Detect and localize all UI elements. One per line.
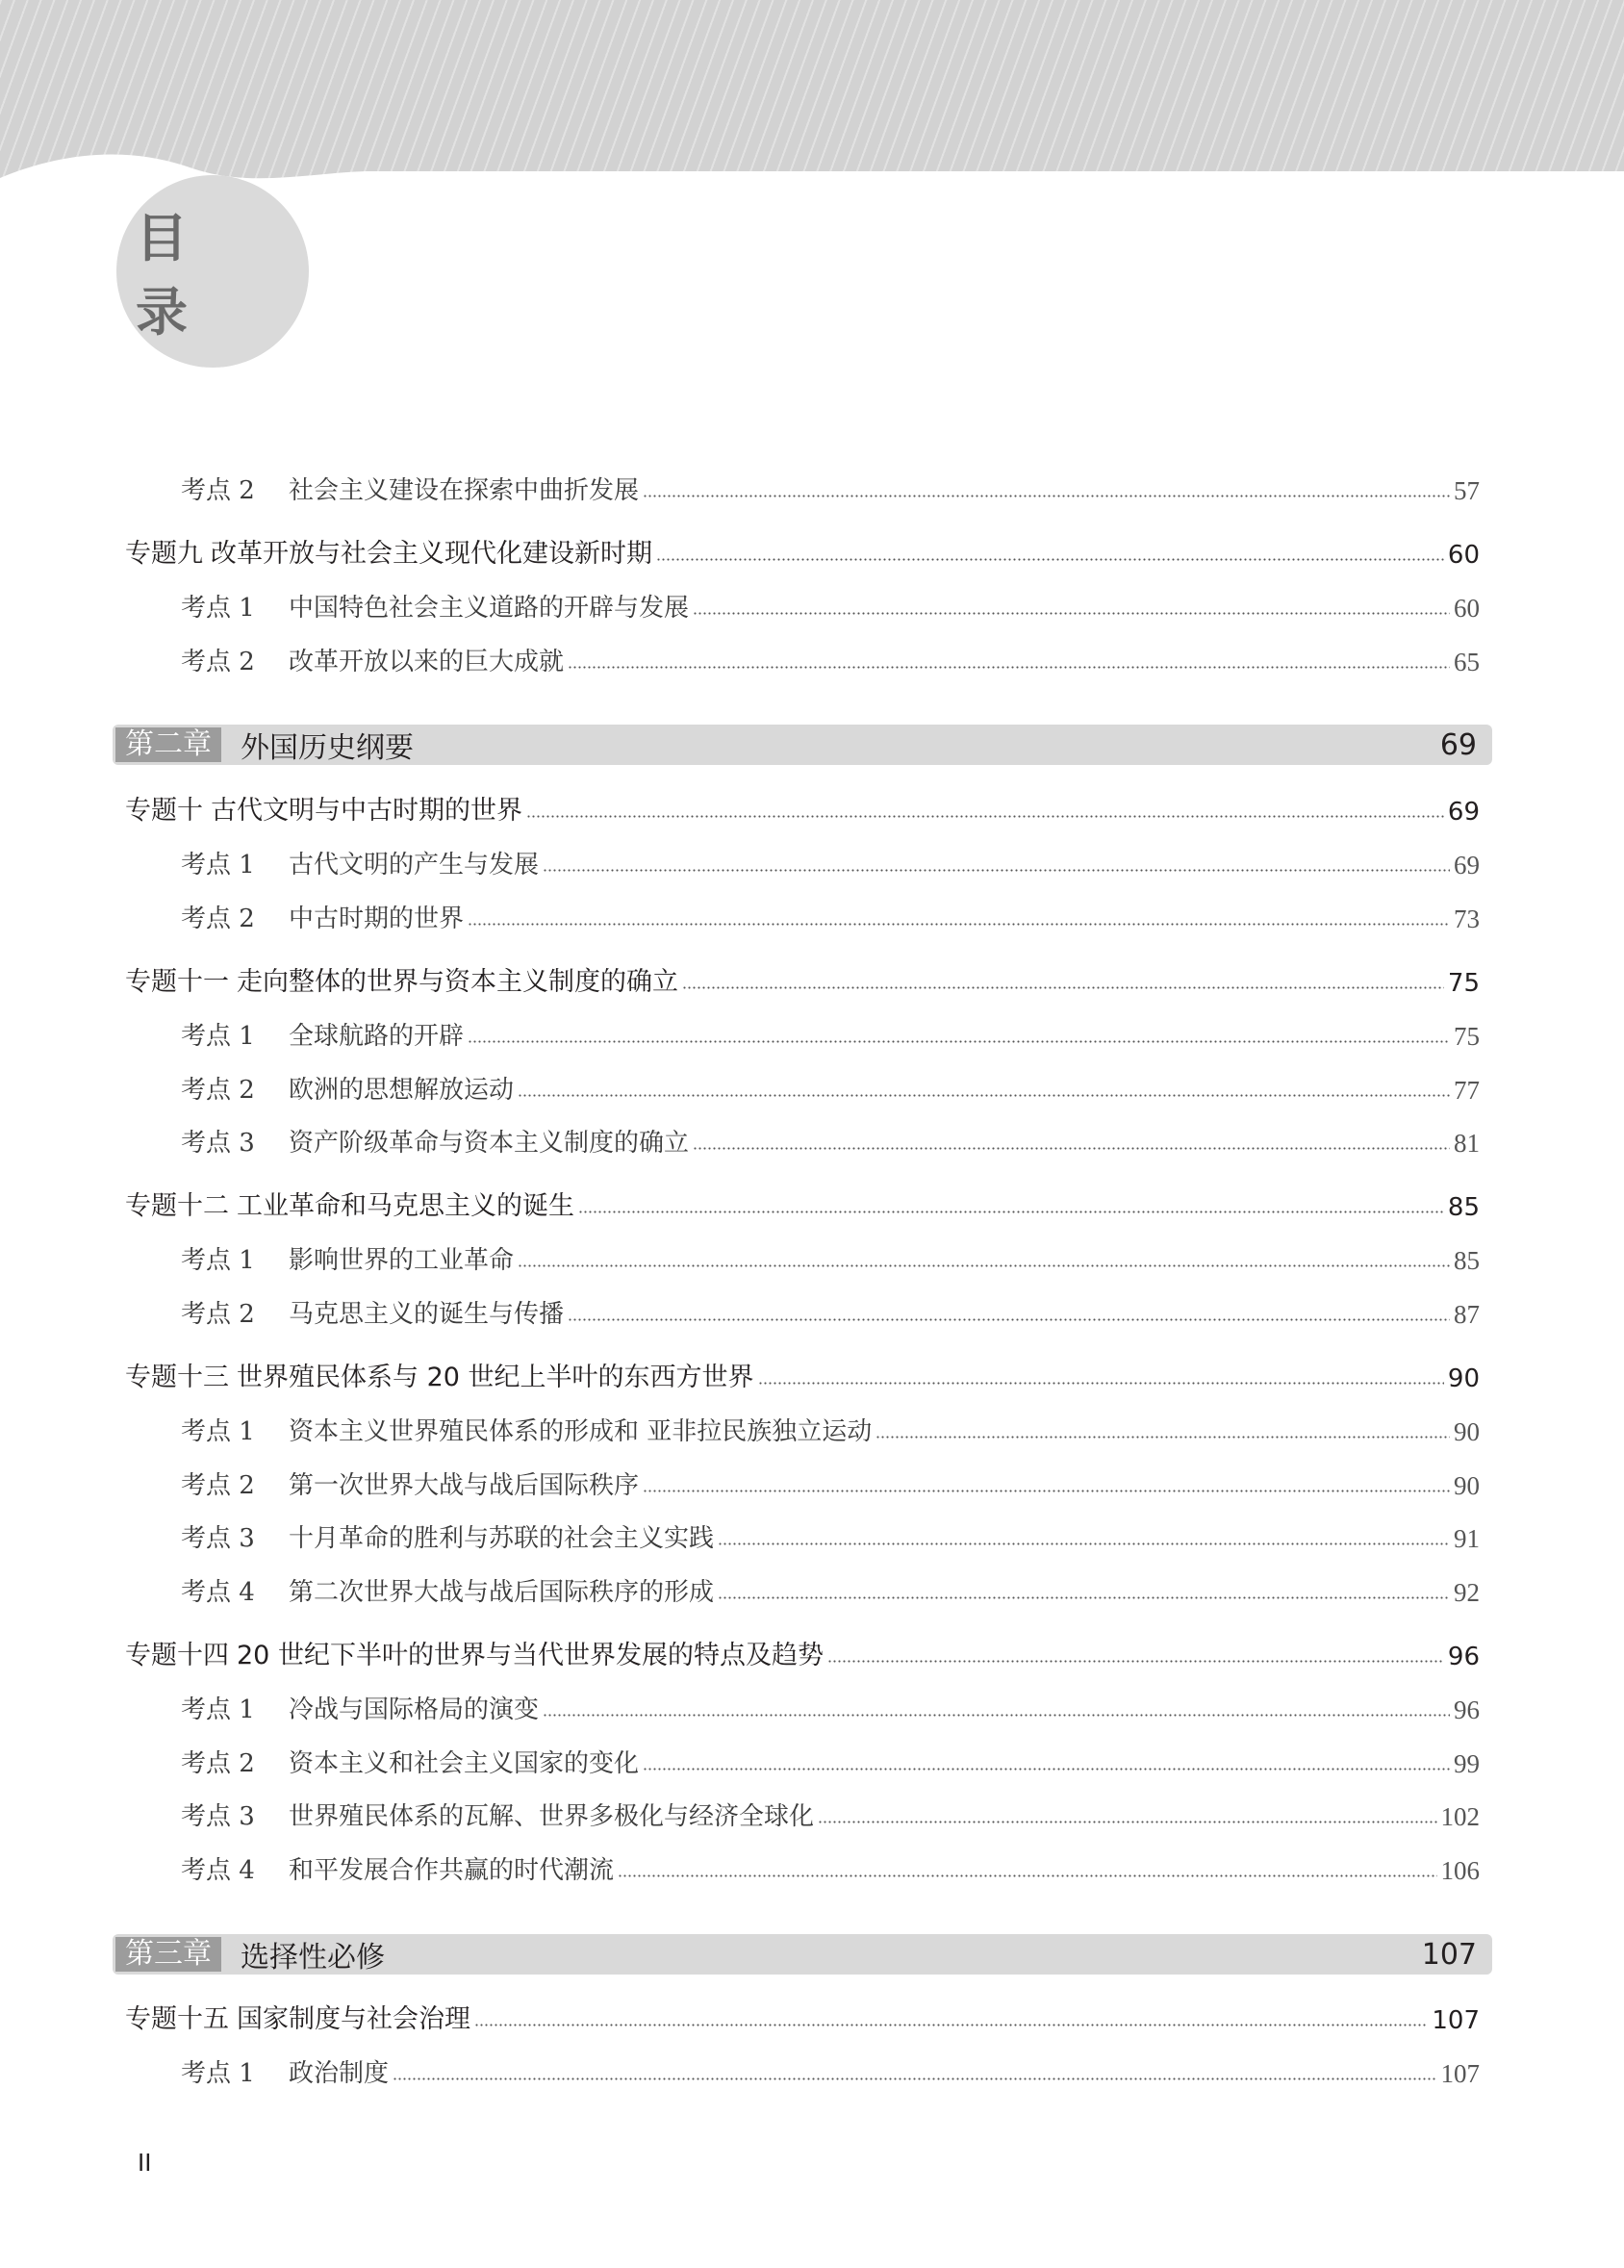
dot-leader	[643, 1490, 1450, 1492]
dot-leader	[718, 1596, 1450, 1599]
entry-prefix: 专题十一	[125, 967, 229, 997]
entry-page: 87	[1454, 1300, 1480, 1329]
entry-prefix: 专题十	[125, 796, 203, 826]
entry-title: 十月革命的胜利与苏联的社会主义实践	[289, 1524, 715, 1553]
entry-page: 81	[1454, 1129, 1480, 1158]
entry-page: 102	[1440, 1802, 1480, 1831]
toc-entry-point[interactable]	[181, 1566, 1480, 1608]
toc-entry-point[interactable]	[181, 1844, 1480, 1886]
toc-entry-point[interactable]	[181, 1009, 1480, 1052]
entry-page: 60	[1454, 594, 1480, 623]
entry-title: 改革开放与社会主义现代化建设新时期	[211, 539, 652, 569]
entry-prefix: 专题十二	[125, 1191, 229, 1221]
entry-prefix: 专题十四	[125, 1641, 229, 1670]
title-circle	[116, 175, 309, 368]
dot-leader	[468, 1040, 1450, 1043]
toc-entry-point[interactable]	[181, 1405, 1480, 1447]
entry-prefix: 专题九	[125, 539, 203, 569]
dot-leader	[618, 1874, 1436, 1877]
entry-prefix: 专题十五	[125, 2004, 229, 2034]
dot-leader	[875, 1436, 1450, 1439]
page-number: II	[138, 2148, 152, 2177]
toc-entry-topic[interactable]	[125, 956, 1480, 998]
entry-page: 75	[1447, 969, 1480, 998]
chapter-page: 107	[1421, 1937, 1477, 1972]
chapter-title: 选择性必修	[241, 1941, 385, 1975]
toc-entry-point[interactable]	[181, 1459, 1480, 1501]
chapter-header-3[interactable]	[113, 1934, 1492, 1975]
dot-leader	[643, 495, 1450, 497]
entry-title: 中古时期的世界	[289, 905, 465, 933]
dot-leader	[818, 1821, 1436, 1823]
toc-entry-point[interactable]	[181, 1116, 1480, 1159]
page-title: 目 录	[136, 208, 213, 343]
entry-prefix: 考点 1	[181, 2059, 255, 2088]
entry-prefix: 考点 3	[181, 1802, 255, 1831]
dot-leader	[526, 815, 1444, 818]
entry-title: 工业革命和马克思主义的诞生	[237, 1191, 574, 1221]
toc-entry-topic[interactable]	[125, 1629, 1480, 1671]
dot-leader	[568, 1318, 1450, 1321]
dot-leader	[827, 1660, 1444, 1663]
entry-title: 资产阶级革命与资本主义制度的确立	[289, 1129, 690, 1158]
dot-leader	[568, 666, 1450, 669]
entry-page: 77	[1454, 1076, 1480, 1105]
entry-page: 57	[1454, 476, 1480, 505]
toc-entry-topic[interactable]	[125, 1993, 1480, 2035]
entry-prefix: 专题十三	[125, 1363, 229, 1392]
entry-page: 96	[1447, 1643, 1480, 1671]
entry-prefix: 考点 1	[181, 1022, 255, 1051]
entry-title: 古代文明的产生与发展	[289, 851, 540, 879]
entry-title: 马克思主义的诞生与传播	[289, 1300, 565, 1329]
entry-title: 第二次世界大战与战后国际秩序的形成	[289, 1578, 715, 1607]
entry-page: 107	[1432, 2006, 1480, 2035]
dot-leader	[578, 1210, 1444, 1213]
entry-page: 90	[1454, 1417, 1480, 1446]
toc-entry-point[interactable]	[181, 1063, 1480, 1106]
entry-prefix: 考点 2	[181, 476, 255, 505]
chapter-label: 第二章	[115, 727, 221, 762]
entry-title: 欧洲的思想解放运动	[289, 1076, 515, 1105]
entry-title: 20 世纪下半叶的世界与当代世界发展的特点及趋势	[237, 1641, 824, 1670]
entry-prefix: 考点 1	[181, 1695, 255, 1724]
toc-entry-point[interactable]	[181, 464, 1480, 506]
entry-prefix: 考点 4	[181, 1578, 255, 1607]
chapter-title: 外国历史纲要	[241, 731, 414, 765]
entry-prefix: 考点 2	[181, 1471, 255, 1500]
entry-prefix: 考点 4	[181, 1856, 255, 1885]
dot-leader	[643, 1768, 1450, 1771]
entry-prefix: 考点 2	[181, 1300, 255, 1329]
toc-entry-point[interactable]	[181, 838, 1480, 880]
entry-page: 99	[1454, 1749, 1480, 1778]
entry-prefix: 考点 2	[181, 905, 255, 933]
dot-leader	[543, 869, 1450, 872]
dot-leader	[518, 1094, 1450, 1097]
entry-page: 91	[1454, 1524, 1480, 1553]
dot-leader	[656, 558, 1444, 561]
toc-entry-point[interactable]	[181, 1683, 1480, 1725]
entry-page: 90	[1454, 1471, 1480, 1500]
entry-page: 65	[1454, 648, 1480, 676]
dot-leader	[393, 2077, 1436, 2080]
entry-title: 国家制度与社会治理	[237, 2004, 470, 2034]
entry-page: 69	[1454, 851, 1480, 879]
entry-title: 改革开放以来的巨大成就	[289, 648, 565, 676]
entry-prefix: 考点 1	[181, 1417, 255, 1446]
entry-title: 资本主义和社会主义国家的变化	[289, 1749, 640, 1778]
entry-title: 全球航路的开辟	[289, 1022, 465, 1051]
entry-title: 冷战与国际格局的演变	[289, 1695, 540, 1724]
entry-page: 60	[1447, 541, 1480, 570]
entry-title: 第一次世界大战与战后国际秩序	[289, 1471, 640, 1500]
toc-entry-point[interactable]	[181, 2047, 1480, 2089]
toc-entry-point[interactable]	[181, 1287, 1480, 1330]
dot-leader	[518, 1264, 1450, 1267]
entry-page: 85	[1447, 1193, 1480, 1222]
entry-page: 69	[1447, 798, 1480, 827]
entry-page: 96	[1454, 1695, 1480, 1724]
chapter-page: 69	[1439, 727, 1477, 762]
dot-leader	[693, 612, 1450, 615]
entry-title: 影响世界的工业革命	[289, 1246, 515, 1275]
entry-page: 85	[1454, 1246, 1480, 1275]
entry-title: 古代文明与中古时期的世界	[211, 796, 522, 826]
toc-entry-point[interactable]	[181, 1737, 1480, 1779]
entry-title: 和平发展合作共赢的时代潮流	[289, 1856, 615, 1885]
entry-prefix: 考点 2	[181, 1076, 255, 1105]
toc-entry-point[interactable]	[181, 581, 1480, 624]
chapter-header-2[interactable]	[113, 725, 1492, 765]
entry-title: 中国特色社会主义道路的开辟与发展	[289, 594, 690, 623]
dot-leader	[758, 1382, 1444, 1385]
toc-entry-point[interactable]	[181, 892, 1480, 934]
entry-prefix: 考点 2	[181, 1749, 255, 1778]
entry-page: 90	[1447, 1364, 1480, 1393]
dot-leader	[693, 1147, 1450, 1150]
entry-title: 世界殖民体系的瓦解、世界多极化与经济全球化	[289, 1802, 815, 1831]
entry-page: 75	[1454, 1022, 1480, 1051]
entry-prefix: 考点 3	[181, 1129, 255, 1158]
entry-title: 世界殖民体系与 20 世纪上半叶的东西方世界	[237, 1363, 754, 1392]
toc-entry-point[interactable]	[181, 1512, 1480, 1554]
dot-leader	[543, 1714, 1450, 1717]
toc-entry-point[interactable]	[181, 635, 1480, 677]
entry-prefix: 考点 1	[181, 1246, 255, 1275]
dot-leader	[468, 923, 1450, 926]
entry-page: 107	[1440, 2059, 1480, 2088]
entry-prefix: 考点 1	[181, 594, 255, 623]
entry-prefix: 考点 2	[181, 648, 255, 676]
entry-page: 106	[1440, 1856, 1480, 1885]
toc-entry-topic[interactable]	[125, 527, 1480, 570]
toc-entry-point[interactable]	[181, 1234, 1480, 1276]
toc-entry-topic[interactable]	[125, 784, 1480, 827]
entry-prefix: 考点 3	[181, 1524, 255, 1553]
toc-entry-point[interactable]	[181, 1790, 1480, 1832]
entry-title: 社会主义建设在探索中曲折发展	[289, 476, 640, 505]
entry-title: 政治制度	[289, 2059, 390, 2088]
toc-entry-topic[interactable]	[125, 1351, 1480, 1393]
toc-entry-topic[interactable]	[125, 1180, 1480, 1222]
entry-title: 走向整体的世界与资本主义制度的确立	[237, 967, 678, 997]
entry-prefix: 考点 1	[181, 851, 255, 879]
dot-leader	[474, 2024, 1428, 2026]
entry-page: 92	[1454, 1578, 1480, 1607]
dot-leader	[718, 1542, 1450, 1545]
chapter-label: 第三章	[115, 1937, 221, 1972]
entry-title: 资本主义世界殖民体系的形成和 亚非拉民族独立运动	[289, 1417, 873, 1446]
entry-page: 73	[1454, 905, 1480, 933]
dot-leader	[682, 986, 1444, 989]
